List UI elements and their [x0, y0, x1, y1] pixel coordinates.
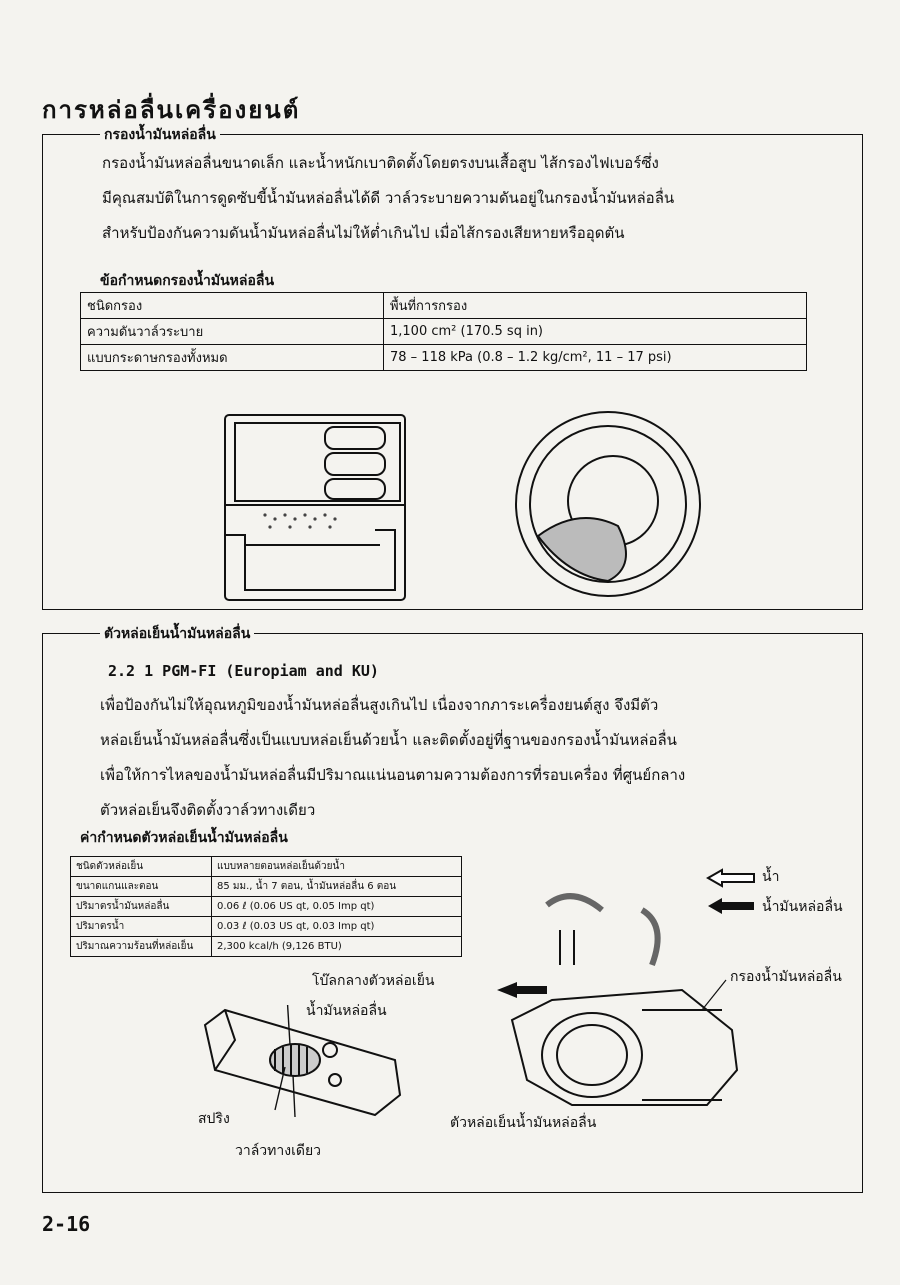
oil-cooler-paragraph	[100, 688, 830, 828]
table-cell: พื้นที่การกรอง	[384, 293, 807, 319]
callout-oil-filter: กรองน้ำมันหล่อลื่น	[730, 969, 842, 985]
table-row	[71, 937, 462, 957]
paragraph-line: หล่อเย็นน้ำมันหล่อลื่นซึ่งเป็นแบบหล่อเย็นด้วยน้ำ และติดตั้งอยู่ที่ฐานของกรองน้ำมันหล่อลื่น	[100, 731, 677, 749]
callout-center-bolt: โบ๊ลกลางตัวหล่อเย็น	[312, 973, 435, 989]
oil-filter-spec-table	[80, 292, 807, 371]
oil-filter-cutaway-illustration	[205, 405, 415, 605]
page-number: 2-16	[42, 1212, 91, 1236]
table-cell: ปริมาณความร้อนที่หล่อเย็น	[71, 937, 212, 957]
table-row	[71, 877, 462, 897]
table-cell: 78 – 118 kPa (0.8 – 1.2 kg/cm², 11 – 17 psi)	[384, 345, 807, 371]
page-title: การหล่อลื่นเครื่องยนต์	[42, 96, 301, 124]
filter-element-round-illustration	[508, 406, 708, 602]
paragraph-line: ตัวหล่อเย็นจึงติดตั้งวาล์วทางเดียว	[100, 801, 316, 819]
paragraph-line: กรองน้ำมันหล่อลื่นขนาดเล็ก และน้ำหนักเบาติดตั้งโดยตรงบนเสื้อสูบ ไส้กรองไฟเบอร์ซึ่ง	[102, 154, 659, 172]
oil-filter-paragraph	[102, 146, 822, 251]
oil-filter-section-label: กรองน้ำมันหล่อลื่น	[100, 124, 220, 146]
oil-cooler-assembly-illustration	[492, 890, 752, 1115]
table-cell: 85 มม., น้ำ 7 ตอน, น้ำมันหล่อลื่น 6 ตอน	[212, 877, 462, 897]
table-cell: ชนิดตัวหล่อเย็น	[71, 857, 212, 877]
table-cell: 0.06 ℓ (0.06 US qt, 0.05 Imp qt)	[212, 897, 462, 917]
oil-cooler-heading: 2.2 1 PGM-FI (Europiam and KU)	[108, 662, 379, 680]
table-row	[81, 319, 807, 345]
oil-cooler-section-label: ตัวหล่อเย็นน้ำมันหล่อลื่น	[100, 623, 254, 645]
table-cell: แบบกระดาษกรองทั้งหมด	[81, 345, 384, 371]
callout-check-valve: วาล์วทางเดียว	[235, 1143, 322, 1159]
table-row	[71, 857, 462, 877]
oil-filter-spec-title: ข้อกำหนดกรองน้ำมันหล่อลื่น	[100, 273, 275, 289]
callout-oil: น้ำมันหล่อลื่น	[306, 1003, 387, 1019]
table-cell: ปริมาตรน้ำ	[71, 917, 212, 937]
table-row	[81, 345, 807, 371]
paragraph-line: เพื่อป้องกันไม่ให้อุณหภูมิของน้ำมันหล่อลื่นสูงเกินไป เนื่องจากภาระเครื่องยนต์สูง จึงมีตัว	[100, 696, 659, 714]
table-row	[71, 897, 462, 917]
table-cell: ขนาดแกนและตอน	[71, 877, 212, 897]
table-cell: 1,100 cm² (170.5 sq in)	[384, 319, 807, 345]
legend-water-label: น้ำ	[762, 869, 780, 885]
callout-spring: สปริง	[198, 1111, 230, 1127]
table-row	[71, 917, 462, 937]
table-cell: แบบหลายตอนหล่อเย็นด้วยน้ำ	[212, 857, 462, 877]
paragraph-line: สำหรับป้องกันความดันน้ำมันหล่อลื่นไม่ให้ต่ำเกินไป เมื่อไส้กรองเสียหายหรืออุดตัน	[102, 224, 625, 242]
check-valve-cutaway-illustration	[195, 1005, 410, 1120]
oil-cooler-spec-table	[70, 856, 462, 957]
paragraph-line: เพื่อให้การไหลของน้ำมันหล่อลื่นมีปริมาณแน่นอนตามความต้องการที่รอบเครื่อง ที่ศูนย์กลาง	[100, 766, 686, 784]
table-cell: 2,300 kcal/h (9,126 BTU)	[212, 937, 462, 957]
table-row	[81, 293, 807, 319]
table-cell: ปริมาตรน้ำมันหล่อลื่น	[71, 897, 212, 917]
legend-oil-label: น้ำมันหล่อลื่น	[762, 899, 843, 915]
water-arrow-icon	[706, 868, 756, 888]
oil-cooler-spec-title: ค่ากำหนดตัวหล่อเย็นน้ำมันหล่อลื่น	[80, 830, 288, 846]
table-cell: ชนิดกรอง	[81, 293, 384, 319]
paragraph-line: มีคุณสมบัติในการดูดซับขี้น้ำมันหล่อลื่นได้ดี วาล์วระบายความดันอยู่ในกรองน้ำมันหล่อลื่น	[102, 189, 675, 207]
table-cell: 0.03 ℓ (0.03 US qt, 0.03 Imp qt)	[212, 917, 462, 937]
table-cell: ความดันวาล์วระบาย	[81, 319, 384, 345]
callout-oil-cooler: ตัวหล่อเย็นน้ำมันหล่อลื่น	[450, 1115, 597, 1131]
